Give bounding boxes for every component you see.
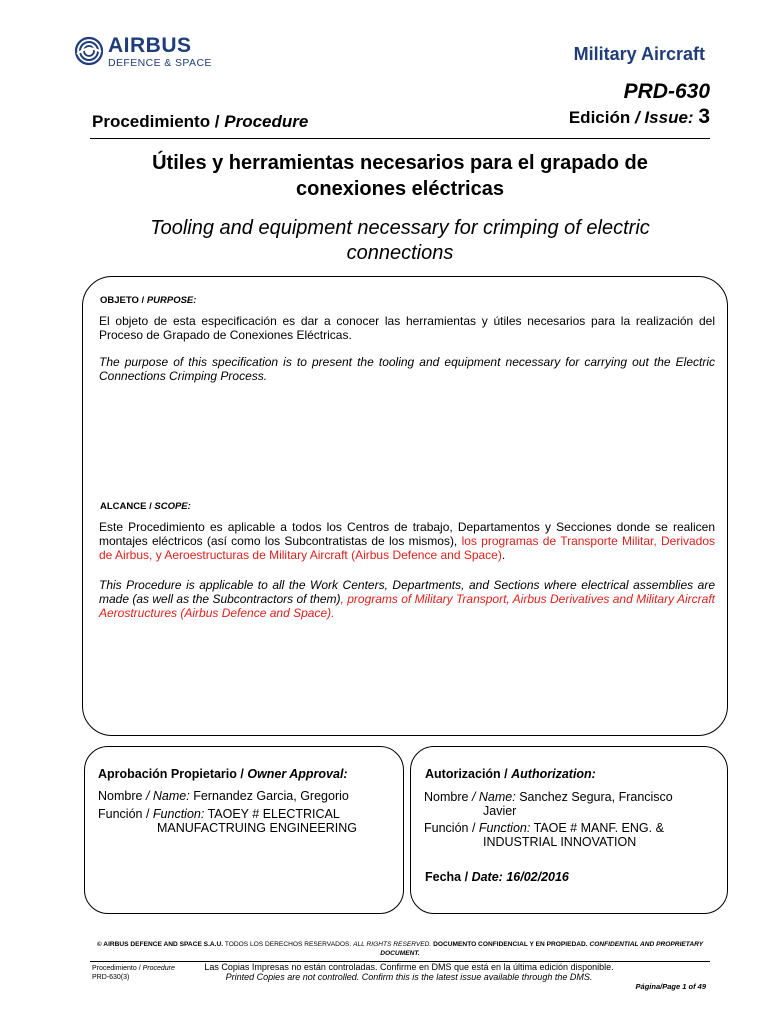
edition-es: Edición xyxy=(568,108,631,127)
logo-subtext: DEFENCE & SPACE xyxy=(108,57,212,69)
auth-name-value-2: Javier xyxy=(483,804,517,818)
scope-en-red: , programs of Military Transport, Airbus Derivatives and Military Aircraft Aerostructures (Airbus Defence and Space). xyxy=(99,592,715,620)
owner-name-row xyxy=(98,789,349,804)
header-divider xyxy=(90,138,710,139)
edition-label xyxy=(569,105,710,129)
owner-function-value-1: TAOEY # ELECTRICAL xyxy=(207,807,340,821)
auth-date-value: 16/02/2016 xyxy=(506,870,569,884)
auth-function-label-es: Función / xyxy=(424,821,476,835)
purpose-text-es: El objeto de esta especificación es dar a conocer las herramientas y útiles necesarios para la realización del Proceso de Grapado de Conexiones Eléctricas. xyxy=(99,314,715,342)
owner-name-value: Fernandez Garcia, Gregorio xyxy=(193,789,349,803)
auth-name-value-1: Sanchez Segura, Francisco xyxy=(519,790,673,804)
purpose-heading-es: OBJETO / xyxy=(100,295,145,306)
auth-function-row xyxy=(424,821,664,836)
footer-doc-type-es: Procedimiento / xyxy=(92,965,141,972)
auth-date-label-en: Date: xyxy=(471,870,503,884)
title-english xyxy=(90,216,710,266)
division-name: Military Aircraft xyxy=(573,44,705,64)
title-en-line2: connections xyxy=(346,242,454,264)
title-spanish xyxy=(90,150,710,202)
scope-heading-en: SCOPE: xyxy=(154,501,191,512)
page-label: Página/ xyxy=(635,982,663,991)
footer-notice-en: Printed Copies are not controlled. Confirm this is the latest issue available through the DMS. xyxy=(225,971,593,982)
scope-es-black: Este Procedimiento es aplicable a todos los Centros de trabajo, Departamentos y Secciones donde se realicen montajes eléctricos (así como los Subcontratistas de los mismos), xyxy=(99,520,715,548)
scope-es-end: . xyxy=(501,548,506,562)
owner-name-label-es: Nombre xyxy=(98,789,143,803)
title-es-line2: conexiones eléctricas xyxy=(296,178,504,200)
authorization-heading xyxy=(425,767,596,781)
scope-text-es xyxy=(99,520,715,562)
copyright-a: © AIRBUS DEFENCE AND SPACE S.A.U. xyxy=(96,941,224,948)
owner-function-label-es: Función / xyxy=(98,807,150,821)
document-code: PRD-630 xyxy=(623,80,710,103)
auth-date-row xyxy=(425,870,569,884)
purpose-heading xyxy=(100,295,196,306)
scope-text-en xyxy=(99,578,715,620)
footer-doc-ref xyxy=(92,964,175,982)
document-type xyxy=(92,112,308,132)
copyright-b: TODOS LOS DERECHOS RESERVADOS. xyxy=(224,941,352,948)
purpose-heading-en: PURPOSE: xyxy=(146,295,197,306)
page-number xyxy=(636,982,706,991)
edition-number: 3 xyxy=(698,105,710,128)
auth-name-label-en: / Name: xyxy=(471,790,516,804)
auth-function-label-en: Function: xyxy=(478,821,531,835)
owner-heading-es: Aprobación Propietario / xyxy=(98,767,244,781)
auth-heading-es: Autorización / xyxy=(425,767,508,781)
owner-function-value-2: MANUFACTRUING ENGINEERING xyxy=(157,821,358,835)
auth-function-value-1: TAOE # MANF. ENG. & xyxy=(533,821,664,835)
footer-control-notice xyxy=(200,963,618,982)
logo-wordmark: AIRBUS xyxy=(108,34,192,57)
auth-date-label-es: Fecha / xyxy=(425,870,469,884)
footer-notice-es: Las Copias Impresas no están controladas. Confirme en DMS que está en la última edición disponible. xyxy=(204,962,614,972)
page-value: Page 1 of 49 xyxy=(662,982,706,991)
airbus-logo-icon xyxy=(74,36,104,66)
owner-name-label-en: / Name: xyxy=(145,789,190,803)
footer-doc-code: PRD-630(3) xyxy=(92,974,130,981)
auth-heading-en: Authorization: xyxy=(511,767,596,781)
airbus-logo xyxy=(74,34,244,74)
doc-type-en: Procedure xyxy=(224,112,309,131)
copyright-e: CONFIDENTIAL AND PROPRIETARY xyxy=(589,941,704,948)
auth-function-value-2: INDUSTRIAL INNOVATION xyxy=(483,835,637,849)
doc-type-es: Procedimiento / xyxy=(92,112,220,131)
owner-approval-heading xyxy=(98,767,348,781)
owner-function-label-en: Function: xyxy=(152,807,205,821)
scope-heading-es: ALCANCE / xyxy=(100,501,152,512)
owner-heading-en: Owner Approval: xyxy=(247,767,348,781)
copyright-d: DOCUMENTO CONFIDENCIAL Y EN PROPIEDAD. xyxy=(433,941,588,948)
edition-en: / Issue: xyxy=(634,108,694,127)
auth-name-label-es: Nombre xyxy=(424,790,469,804)
title-en-line1: Tooling and equipment necessary for crimping of electric xyxy=(150,217,650,239)
scope-es-red: los programas de Transporte Militar, Derivados de Airbus, y Aeroestructuras de Military Aircraft (Airbus Defence and Space) xyxy=(99,534,716,562)
copyright-c: ALL RIGHTS RESERVED. xyxy=(353,941,432,948)
title-es-line1: Útiles y herramientas necesarios para el grapado de xyxy=(152,152,648,174)
copyright-notice xyxy=(90,940,710,958)
scope-en-black: This Procedure is applicable to all the Work Centers, Departments, and Sections where electrical assemblies are made (as well as the Subcontractors of them) xyxy=(99,578,715,606)
scope-heading xyxy=(100,501,191,512)
footer-doc-type-en: Procedure xyxy=(142,965,175,972)
purpose-text-en: The purpose of this specification is to present the tooling and equipment necessary for carrying out the Electric Connections Crimping Process. xyxy=(99,355,715,383)
copyright-f: DOCUMENT. xyxy=(380,950,420,957)
auth-name-row xyxy=(424,790,673,805)
owner-function-row xyxy=(98,807,340,822)
